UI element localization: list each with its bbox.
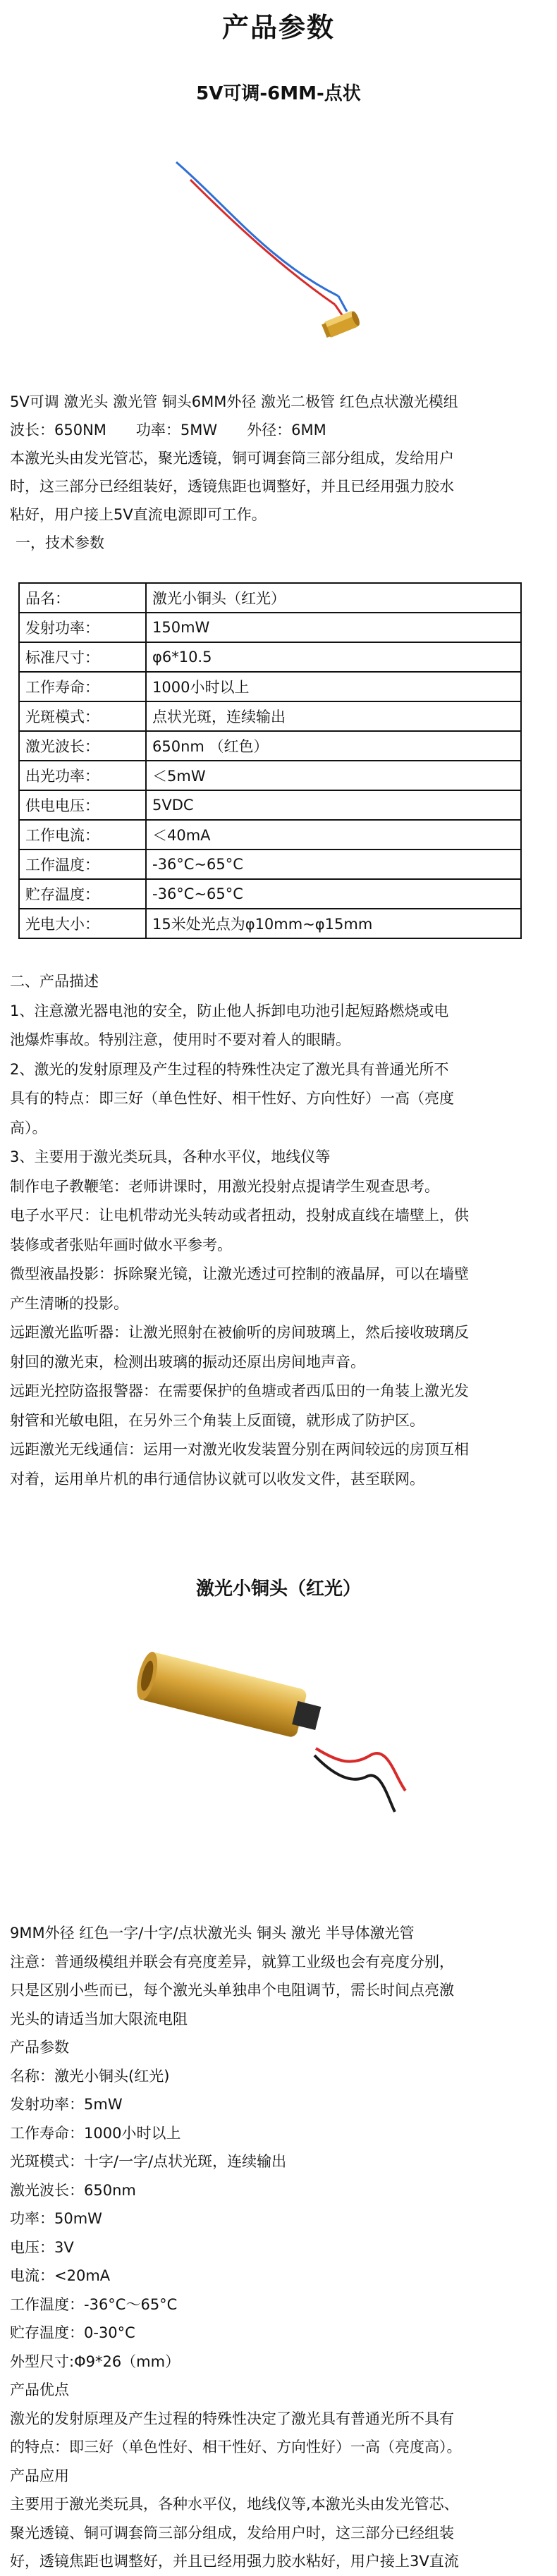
spec-value: 点状光斑，连续输出 <box>146 701 521 731</box>
desc-line: 射回的激光束，检测出玻璃的振动还原出房间地声音。 <box>10 1353 365 1370</box>
body-line: 激光的发射原理及产生过程的特殊性决定了激光具有普通光所不具有 <box>10 2410 454 2427</box>
page-title: 产品参数 <box>221 12 335 43</box>
table-row <box>19 850 521 879</box>
desc-line: 电子水平尺：让电机带动光头转动或者扭动，投射成直线在墙壁上，供 <box>10 1207 469 1224</box>
section2-title: 激光小铜头（红光） <box>195 1578 361 1600</box>
desc-line: 1、注意激光器电池的安全，防止他人拆卸电功池引起短路燃烧或电 <box>10 1002 449 1019</box>
spec-value: 激光小铜头（红光） <box>146 583 521 613</box>
spec-key: 光斑模式： <box>19 701 146 731</box>
intro-line: 时，这三部分已经组装好，透镜焦距也调整好，并且已经用强力胶水 <box>10 478 454 495</box>
section2-body <box>10 1919 547 2576</box>
spec-key: 供电电压： <box>19 790 146 820</box>
intro-line: 5V可调 激光头 激光管 铜头6MM外径 激光二极管 红色点状激光模组 <box>10 393 458 410</box>
table-row <box>19 879 521 909</box>
desc-line: 池爆炸事故。特别注意，使用时不要对着人的眼睛。 <box>10 1031 350 1048</box>
spec-key: 激光波长： <box>19 731 146 761</box>
spec-table <box>18 582 522 939</box>
body-line: 光斑模式：十字/一字/点状光斑，连续输出 <box>10 2153 287 2170</box>
desc-line: 射管和光敏电阻，在另外三个角装上反面镜，就形成了防护区。 <box>10 1411 424 1429</box>
desc-line: 具有的特点：即三好（单色性好、相干性好、方向性好）一高（亮度 <box>10 1090 454 1107</box>
body-line: 电压：3V <box>10 2238 74 2256</box>
laser-head-9mm-image <box>127 1643 423 1826</box>
intro-line: 一，技术参数 <box>16 534 104 551</box>
table-row <box>19 731 521 761</box>
table-row <box>19 672 521 701</box>
table-row <box>19 820 521 850</box>
desc-line: 微型液晶投影：拆除聚光镜，让激光透过可控制的液晶屏，可以在墙壁 <box>10 1265 469 1282</box>
spec-key: 发射功率： <box>19 613 146 642</box>
body-line: 贮存温度：0-30°C <box>10 2324 135 2341</box>
spec-value: 15米处光点为φ10mm~φ15mm <box>146 909 521 938</box>
body-line: 外型尺寸:Φ9*26（mm） <box>10 2353 180 2370</box>
intro-line: 本激光头由发光管芯，聚光透镜，铜可调套筒三部分组成，发给用户 <box>10 450 454 467</box>
spec-value: 5VDC <box>146 790 521 820</box>
spec-value: -36°C~65°C <box>146 879 521 909</box>
body-line: 9MM外径 红色一字/十字/点状激光头 铜头 激光 半导体激光管 <box>10 1925 415 1942</box>
spec-key: 品名： <box>19 583 146 613</box>
desc-line: 3、主要用于激光类玩具，各种水平仪，地线仪等 <box>10 1148 331 1165</box>
body-line: 功率：50mW <box>10 2210 102 2227</box>
laser-module-6mm-image <box>162 155 374 352</box>
desc-line: 对着，运用单片机的串行通信协议就可以收发文件，甚至联网。 <box>10 1470 424 1488</box>
body-line: 的特点：即三好（单色性好、相干性好、方向性好）一高（亮度高）。 <box>10 2439 462 2455</box>
table-row <box>19 642 521 672</box>
spec-value: ＜5mW <box>146 761 521 790</box>
desc-line: 产生清晰的投影。 <box>10 1294 128 1312</box>
spec-key: 贮存温度： <box>19 879 146 909</box>
intro-line: 波长：650NM 功率：5MW 外径：6MM <box>10 422 326 438</box>
spec-value: 1000小时以上 <box>146 672 521 701</box>
desc-line: 装修或者张贴年画时做水平参考。 <box>10 1236 232 1253</box>
table-row <box>19 790 521 820</box>
body-line: 注意：普通级模组并联会有亮度差异，就算工业级也会有亮度分别， <box>10 1953 454 1970</box>
spec-value: 650nm （红色） <box>146 731 521 761</box>
spec-value: -36°C~65°C <box>146 850 521 879</box>
spec-key: 标准尺寸： <box>19 642 146 672</box>
spec-key: 工作寿命： <box>19 672 146 701</box>
body-line: 激光波长：650nm <box>10 2181 136 2199</box>
desc-line: 二、产品描述 <box>10 973 99 990</box>
body-line: 产品优点 <box>10 2381 69 2398</box>
table-row <box>19 909 521 938</box>
table-row <box>19 761 521 790</box>
spec-key: 工作温度： <box>19 850 146 879</box>
spec-key: 出光功率： <box>19 761 146 790</box>
desc-line: 制作电子教鞭笔：老师讲课时，用激光投射点提请学生观查思考。 <box>10 1177 439 1195</box>
desc-line: 远距光控防盗报警器：在需要保护的鱼塘或者西瓜田的一角装上激光发 <box>10 1382 469 1399</box>
body-line: 好，透镜焦距也调整好，并且已经用强力胶水粘好，用户接上3V直流 <box>10 2553 459 2570</box>
body-line: 聚光透镜、铜可调套筒三部分组成，发给用户时，这三部分已经组装 <box>10 2524 454 2541</box>
desc-line: 2、激光的发射原理及产生过程的特殊性决定了激光具有普通光所不 <box>10 1060 449 1078</box>
body-line: 发射功率：5mW <box>10 2096 123 2113</box>
body-line: 产品应用 <box>10 2467 69 2484</box>
spec-key: 工作电流： <box>19 820 146 850</box>
table-row <box>19 613 521 642</box>
table-row <box>19 583 521 613</box>
spec-key: 光电大小： <box>19 909 146 938</box>
body-line: 名称：激光小铜头(红光) <box>10 2067 170 2085</box>
desc-line: 远距激光无线通信：运用一对激光收发装置分别在两间较远的房顶互相 <box>10 1441 469 1458</box>
body-line: 产品参数 <box>10 2039 69 2056</box>
intro-line: 粘好，用户接上5V直流电源即可工作。 <box>10 506 267 523</box>
body-line: 工作寿命：1000小时以上 <box>10 2124 181 2142</box>
spec-value: 150mW <box>146 613 521 642</box>
spec-value: φ6*10.5 <box>146 642 521 672</box>
body-line: 只是区别小些而已，每个激光头单独串个电阻调节，需长时间点亮激 <box>10 1982 454 1999</box>
body-line: 工作温度：-36°C～65°C <box>10 2295 178 2313</box>
body-line: 主要用于激光类玩具，各种水平仪，地线仪等,本激光头由发光管芯、 <box>10 2496 459 2513</box>
body-line: 光头的请适当加大限流电阻 <box>10 2010 188 2028</box>
body-line: 电流：<20mA <box>10 2267 111 2284</box>
section1-intro <box>10 388 547 557</box>
desc-line: 高）。 <box>10 1119 47 1136</box>
section1-title: 5V可调-6MM-点状 <box>196 83 361 104</box>
table-row <box>19 701 521 731</box>
spec-value: ＜40mA <box>146 820 521 850</box>
desc-line: 远距激光监听器：让激光照射在被偷听的房间玻璃上，然后接收玻璃反 <box>10 1324 469 1341</box>
section1-description <box>10 967 547 1494</box>
